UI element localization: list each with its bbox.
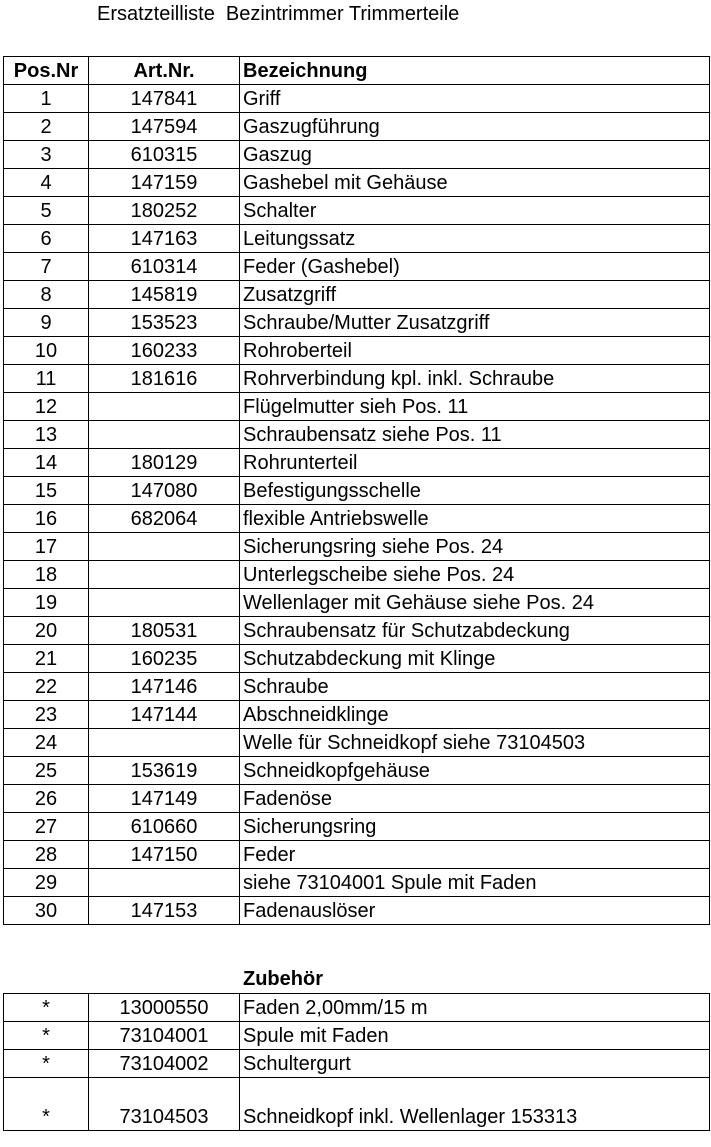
cell-bez: Schraubensatz siehe Pos. 11 <box>240 421 710 449</box>
cell-bez: Fadenauslöser <box>240 897 710 925</box>
table-row <box>4 589 710 617</box>
cell-pos: 6 <box>4 225 89 253</box>
cell-pos: 22 <box>4 673 89 701</box>
cell-bez: Zusatzgriff <box>240 281 710 309</box>
cell-bez: Wellenlager mit Gehäuse siehe Pos. 24 <box>240 589 710 617</box>
cell-bez: Abschneidklinge <box>240 701 710 729</box>
table-row <box>4 309 710 337</box>
cell-pos: 14 <box>4 449 89 477</box>
table-row <box>4 393 710 421</box>
cell-pos: 28 <box>4 841 89 869</box>
cell-art: 147159 <box>89 169 240 197</box>
cell-bez: Gaszugführung <box>240 113 710 141</box>
cell-art: 610314 <box>89 253 240 281</box>
cell-pos: * <box>4 994 89 1022</box>
cell-pos: 19 <box>4 589 89 617</box>
cell-bez: Sicherungsring <box>240 813 710 841</box>
table-row <box>4 421 710 449</box>
cell-art <box>89 729 240 757</box>
cell-pos: 13 <box>4 421 89 449</box>
cell-pos: 29 <box>4 869 89 897</box>
cell-pos: 17 <box>4 533 89 561</box>
cell-art: 147146 <box>89 673 240 701</box>
cell-bez: Feder (Gashebel) <box>240 253 710 281</box>
cell-art: 147080 <box>89 477 240 505</box>
table-row <box>4 85 710 113</box>
cell-pos: 10 <box>4 337 89 365</box>
cell-pos: 24 <box>4 729 89 757</box>
cell-pos: 18 <box>4 561 89 589</box>
cell-art: 147149 <box>89 785 240 813</box>
cell-art: 145819 <box>89 281 240 309</box>
table-row <box>4 701 710 729</box>
table-row <box>4 113 710 141</box>
cell-art: 153523 <box>89 309 240 337</box>
cell-pos: 3 <box>4 141 89 169</box>
cell-art: 682064 <box>89 505 240 533</box>
cell-art: 147144 <box>89 701 240 729</box>
cell-bez: Schneidkopfgehäuse <box>240 757 710 785</box>
cell-pos: 2 <box>4 113 89 141</box>
cell-bez: Befestigungsschelle <box>240 477 710 505</box>
cell-bez: Sicherungsring siehe Pos. 24 <box>240 533 710 561</box>
cell-art <box>89 589 240 617</box>
cell-art: 181616 <box>89 365 240 393</box>
cell-art: 180531 <box>89 617 240 645</box>
cell-bez: flexible Antriebswelle <box>240 505 710 533</box>
cell-pos: 11 <box>4 365 89 393</box>
cell-art <box>89 533 240 561</box>
cell-bez: Schutzabdeckung mit Klinge <box>240 645 710 673</box>
accessories-table-body <box>4 994 710 1131</box>
table-row <box>4 337 710 365</box>
cell-pos: * <box>4 1022 89 1050</box>
table-row <box>4 869 710 897</box>
header-art: Art.Nr. <box>89 57 240 85</box>
cell-pos: 4 <box>4 169 89 197</box>
cell-art: 180252 <box>89 197 240 225</box>
cell-pos: 21 <box>4 645 89 673</box>
table-row <box>4 994 710 1022</box>
cell-art: 73104002 <box>89 1050 240 1078</box>
table-row <box>4 813 710 841</box>
cell-art: 160233 <box>89 337 240 365</box>
cell-pos: 8 <box>4 281 89 309</box>
cell-pos: 30 <box>4 897 89 925</box>
cell-pos: 25 <box>4 757 89 785</box>
cell-bez: Schraube/Mutter Zusatzgriff <box>240 309 710 337</box>
cell-bez: Rohrunterteil <box>240 449 710 477</box>
cell-art: 13000550 <box>89 994 240 1022</box>
cell-pos: 16 <box>4 505 89 533</box>
header-pos: Pos.Nr <box>4 57 89 85</box>
cell-pos: * <box>4 1050 89 1078</box>
table-row <box>4 477 710 505</box>
cell-art <box>89 561 240 589</box>
cell-art: 180129 <box>89 449 240 477</box>
cell-art: 147841 <box>89 85 240 113</box>
cell-art: 610660 <box>89 813 240 841</box>
cell-pos: * <box>4 1078 89 1131</box>
table-row <box>4 645 710 673</box>
cell-art: 147163 <box>89 225 240 253</box>
cell-art <box>89 421 240 449</box>
table-row <box>4 197 710 225</box>
cell-bez: Schalter <box>240 197 710 225</box>
cell-art: 147153 <box>89 897 240 925</box>
cell-bez: Rohroberteil <box>240 337 710 365</box>
cell-bez: Griff <box>240 85 710 113</box>
table-row <box>4 505 710 533</box>
cell-bez: Gashebel mit Gehäuse <box>240 169 710 197</box>
cell-art: 147594 <box>89 113 240 141</box>
cell-pos: 20 <box>4 617 89 645</box>
cell-bez: Gaszug <box>240 141 710 169</box>
cell-art: 153619 <box>89 757 240 785</box>
cell-art: 147150 <box>89 841 240 869</box>
cell-pos: 1 <box>4 85 89 113</box>
cell-pos: 15 <box>4 477 89 505</box>
table-row <box>4 729 710 757</box>
table-row <box>4 673 710 701</box>
table-row <box>4 533 710 561</box>
cell-art: 73104001 <box>89 1022 240 1050</box>
table-row <box>4 365 710 393</box>
cell-art: 610315 <box>89 141 240 169</box>
table-row <box>4 169 710 197</box>
cell-bez: Unterlegscheibe siehe Pos. 24 <box>240 561 710 589</box>
cell-pos: 5 <box>4 197 89 225</box>
cell-art <box>89 393 240 421</box>
cell-bez: Fadenöse <box>240 785 710 813</box>
cell-art: 160235 <box>89 645 240 673</box>
cell-pos: 7 <box>4 253 89 281</box>
cell-bez: Spule mit Faden <box>240 1022 710 1050</box>
cell-pos: 27 <box>4 813 89 841</box>
table-row <box>4 449 710 477</box>
table-row <box>4 281 710 309</box>
table-row <box>4 141 710 169</box>
cell-bez: siehe 73104001 Spule mit Faden <box>240 869 710 897</box>
parts-table-body <box>4 85 710 925</box>
cell-bez: Faden 2,00mm/15 m <box>240 994 710 1022</box>
cell-pos: 12 <box>4 393 89 421</box>
accessories-table <box>3 993 710 1131</box>
table-row <box>4 253 710 281</box>
table-row <box>4 757 710 785</box>
accessories-heading: Zubehör <box>243 968 323 990</box>
table-row <box>4 617 710 645</box>
cell-pos: 9 <box>4 309 89 337</box>
cell-bez: Feder <box>240 841 710 869</box>
cell-pos: 26 <box>4 785 89 813</box>
table-row <box>4 1078 710 1131</box>
table-header-row <box>4 57 710 85</box>
table-row <box>4 561 710 589</box>
header-bez: Bezeichnung <box>240 57 710 85</box>
cell-bez: Schultergurt <box>240 1050 710 1078</box>
page-title: Ersatzteilliste Bezintrimmer Trimmerteile <box>97 3 460 25</box>
table-row <box>4 225 710 253</box>
cell-bez: Leitungssatz <box>240 225 710 253</box>
parts-table <box>3 56 710 925</box>
cell-art: 73104503 <box>89 1078 240 1131</box>
cell-bez: Rohrverbindung kpl. inkl. Schraube <box>240 365 710 393</box>
table-row <box>4 897 710 925</box>
cell-bez: Schraubensatz für Schutzabdeckung <box>240 617 710 645</box>
cell-art <box>89 869 240 897</box>
table-row <box>4 1050 710 1078</box>
cell-bez: Flügelmutter sieh Pos. 11 <box>240 393 710 421</box>
table-row <box>4 841 710 869</box>
cell-bez: Schneidkopf inkl. Wellenlager 153313 <box>240 1078 710 1131</box>
table-row <box>4 1022 710 1050</box>
cell-bez: Welle für Schneidkopf siehe 73104503 <box>240 729 710 757</box>
table-row <box>4 785 710 813</box>
cell-bez: Schraube <box>240 673 710 701</box>
cell-pos: 23 <box>4 701 89 729</box>
